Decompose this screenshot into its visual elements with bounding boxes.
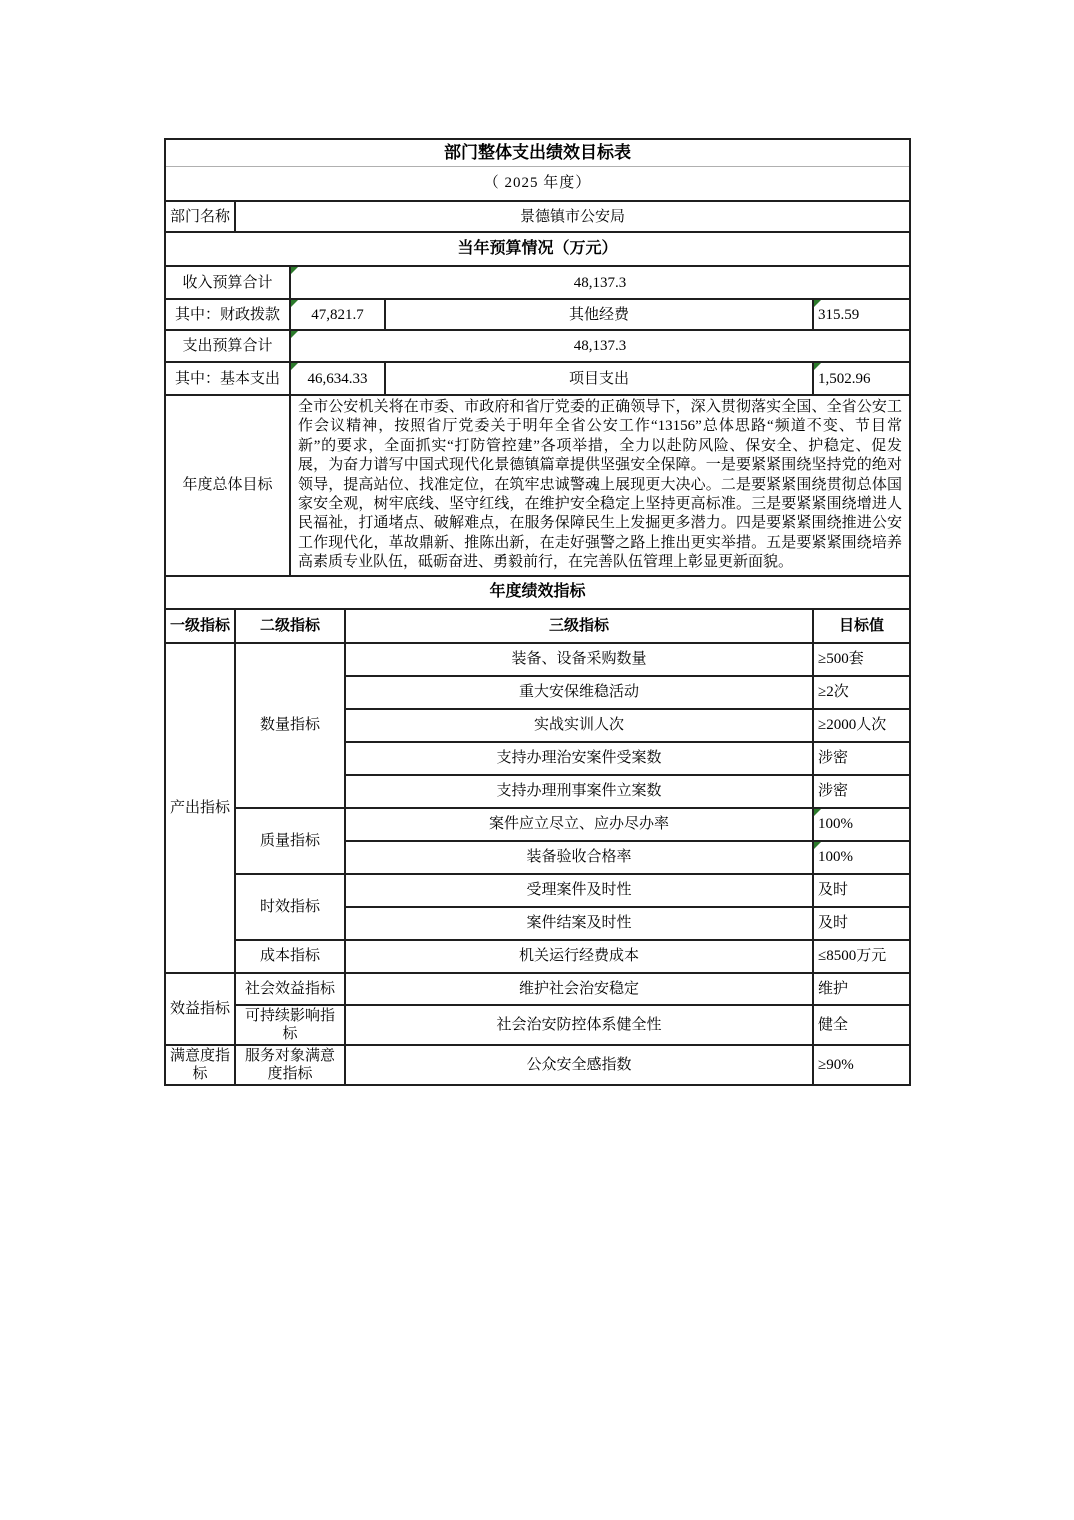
indicator-name: 重大安保维稳活动 bbox=[345, 676, 813, 709]
table-title: 部门整体支出绩效目标表 bbox=[165, 139, 910, 166]
indicator-name: 案件结案及时性 bbox=[345, 907, 813, 940]
other-funds-value: 315.59 bbox=[818, 306, 860, 323]
green-corner-marker-icon bbox=[814, 809, 821, 816]
indicator-target: 涉密 bbox=[813, 742, 910, 775]
indicator-name: 装备验收合格率 bbox=[345, 841, 813, 874]
level1-satisfaction: 满意度指标 bbox=[165, 1045, 235, 1085]
fiscal-allocation-value: 47,821.7 bbox=[311, 306, 364, 323]
green-corner-marker-icon bbox=[291, 363, 298, 370]
indicator-row bbox=[165, 1005, 910, 1045]
income-total-row bbox=[165, 266, 910, 299]
other-funds-label: 其他经费 bbox=[385, 299, 813, 330]
indicator-row bbox=[165, 808, 910, 841]
indicator-name: 支持办理治安案件受案数 bbox=[345, 742, 813, 775]
indicator-target: 维护 bbox=[813, 973, 910, 1005]
level2-quality: 质量指标 bbox=[235, 808, 345, 874]
col-header-level2: 二级指标 bbox=[235, 609, 345, 643]
level2-social-benefit: 社会效益指标 bbox=[235, 973, 345, 1005]
indicator-header-row bbox=[165, 609, 910, 643]
col-header-level3: 三级指标 bbox=[345, 609, 813, 643]
fiscal-allocation-value-cell bbox=[290, 299, 385, 330]
col-header-level1: 一级指标 bbox=[165, 609, 235, 643]
indicator-row bbox=[165, 940, 910, 973]
annual-goal-row bbox=[165, 395, 910, 576]
indicator-target: 涉密 bbox=[813, 775, 910, 808]
project-expense-value-cell bbox=[813, 362, 910, 395]
year-label: （ 2025 年度） bbox=[165, 166, 910, 201]
indicator-target: ≥500套 bbox=[813, 643, 910, 676]
basic-expense-value-cell bbox=[290, 362, 385, 395]
level1-output: 产出指标 bbox=[165, 643, 235, 973]
col-header-target: 目标值 bbox=[813, 609, 910, 643]
indicator-name: 装备、设备采购数量 bbox=[345, 643, 813, 676]
green-corner-marker-icon bbox=[291, 331, 298, 338]
indicator-name: 社会治安防控体系健全性 bbox=[345, 1005, 813, 1045]
indicator-target: ≥2次 bbox=[813, 676, 910, 709]
green-corner-marker-icon bbox=[291, 267, 298, 274]
level2-timeliness: 时效指标 bbox=[235, 874, 345, 940]
indicator-target: ≤8500万元 bbox=[813, 940, 910, 973]
department-row bbox=[165, 201, 910, 232]
indicator-name: 公众安全感指数 bbox=[345, 1045, 813, 1085]
indicators-section-row bbox=[165, 576, 910, 609]
indicator-row bbox=[165, 643, 910, 676]
green-corner-marker-icon bbox=[814, 842, 821, 849]
green-corner-marker-icon bbox=[291, 300, 298, 307]
indicator-target: 100% bbox=[818, 816, 853, 833]
title-row bbox=[165, 139, 910, 166]
indicator-target: 及时 bbox=[813, 874, 910, 907]
budget-section-header: 当年预算情况（万元） bbox=[165, 232, 910, 266]
income-total-label: 收入预算合计 bbox=[165, 266, 290, 299]
green-corner-marker-icon bbox=[814, 300, 821, 307]
basic-expense-value: 46,634.33 bbox=[307, 370, 368, 387]
performance-target-table bbox=[164, 138, 911, 1086]
income-total-value-cell bbox=[290, 266, 910, 299]
annual-goal-label: 年度总体目标 bbox=[165, 395, 290, 576]
annual-goal-text: 全市公安机关将在市委、市政府和省厅党委的正确领导下，深入贯彻落实全国、全省公安工作会议精神，按照省厅党委关于明年全省公安工作“13156”总体思路“频道不变、节目常新”的要求，全面抓实“打防管控建”各项举措，全力以赴防风险、保安全、护稳定、促发展，为奋力谱写中国式现代化景德镇篇章提供坚强安全保障。一是要紧紧围绕坚持党的绝对领导，提高站位、找准定位，在筑牢忠诚警魂上展现更大决心。二是要紧紧围绕贯彻总体国家安全观，树牢底线、坚守红线，在维护安全稳定上坚持更高标准。三是要紧紧围绕增进人民福祉，打通堵点、破解难点，在服务保障民生上发掘更多潜力。四是要紧紧围绕推进公安工作现代化，革故鼎新、推陈出新，在走好强警之路上推出更实举措。五是要紧紧围绕培养高素质专业队伍，砥砺奋进、勇毅前行，在完善队伍管理上彰显更新面貌。 bbox=[290, 395, 910, 576]
other-funds-value-cell bbox=[813, 299, 910, 330]
level2-quantity: 数量指标 bbox=[235, 643, 345, 808]
indicator-target: ≥90% bbox=[813, 1045, 910, 1085]
indicator-target: ≥2000人次 bbox=[813, 709, 910, 742]
budget-section-row bbox=[165, 232, 910, 266]
indicator-name: 受理案件及时性 bbox=[345, 874, 813, 907]
indicator-name: 实战实训人次 bbox=[345, 709, 813, 742]
project-expense-value: 1,502.96 bbox=[818, 370, 871, 387]
fiscal-allocation-label: 其中：财政拨款 bbox=[165, 299, 290, 330]
dept-name-label: 部门名称 bbox=[165, 201, 235, 232]
indicator-row bbox=[165, 973, 910, 1005]
income-split-row bbox=[165, 299, 910, 330]
indicator-target-cell bbox=[813, 841, 910, 874]
dept-name-value: 景德镇市公安局 bbox=[235, 201, 910, 232]
indicator-name: 维护社会治安稳定 bbox=[345, 973, 813, 1005]
indicator-target-cell bbox=[813, 808, 910, 841]
indicator-row bbox=[165, 874, 910, 907]
year-row bbox=[165, 166, 910, 201]
expense-total-label: 支出预算合计 bbox=[165, 330, 290, 362]
level1-benefit: 效益指标 bbox=[165, 973, 235, 1045]
expense-total-row bbox=[165, 330, 910, 362]
indicator-name: 支持办理刑事案件立案数 bbox=[345, 775, 813, 808]
indicator-row bbox=[165, 1045, 910, 1085]
green-corner-marker-icon bbox=[814, 363, 821, 370]
expense-split-row bbox=[165, 362, 910, 395]
indicator-name: 机关运行经费成本 bbox=[345, 940, 813, 973]
expense-total-value: 48,137.3 bbox=[573, 338, 627, 354]
indicator-target: 健全 bbox=[813, 1005, 910, 1045]
expense-total-value-cell bbox=[290, 330, 910, 362]
level2-service-satisfaction: 服务对象满意度指标 bbox=[235, 1045, 345, 1085]
indicator-name: 案件应立尽立、应办尽办率 bbox=[345, 808, 813, 841]
indicator-target: 100% bbox=[818, 849, 853, 866]
indicators-section-header: 年度绩效指标 bbox=[165, 576, 910, 609]
level2-sustainability: 可持续影响指标 bbox=[235, 1005, 345, 1045]
income-total-value: 48,137.3 bbox=[573, 274, 627, 291]
basic-expense-label: 其中：基本支出 bbox=[165, 362, 290, 395]
level2-cost: 成本指标 bbox=[235, 940, 345, 973]
project-expense-label: 项目支出 bbox=[385, 362, 813, 395]
indicator-target: 及时 bbox=[813, 907, 910, 940]
